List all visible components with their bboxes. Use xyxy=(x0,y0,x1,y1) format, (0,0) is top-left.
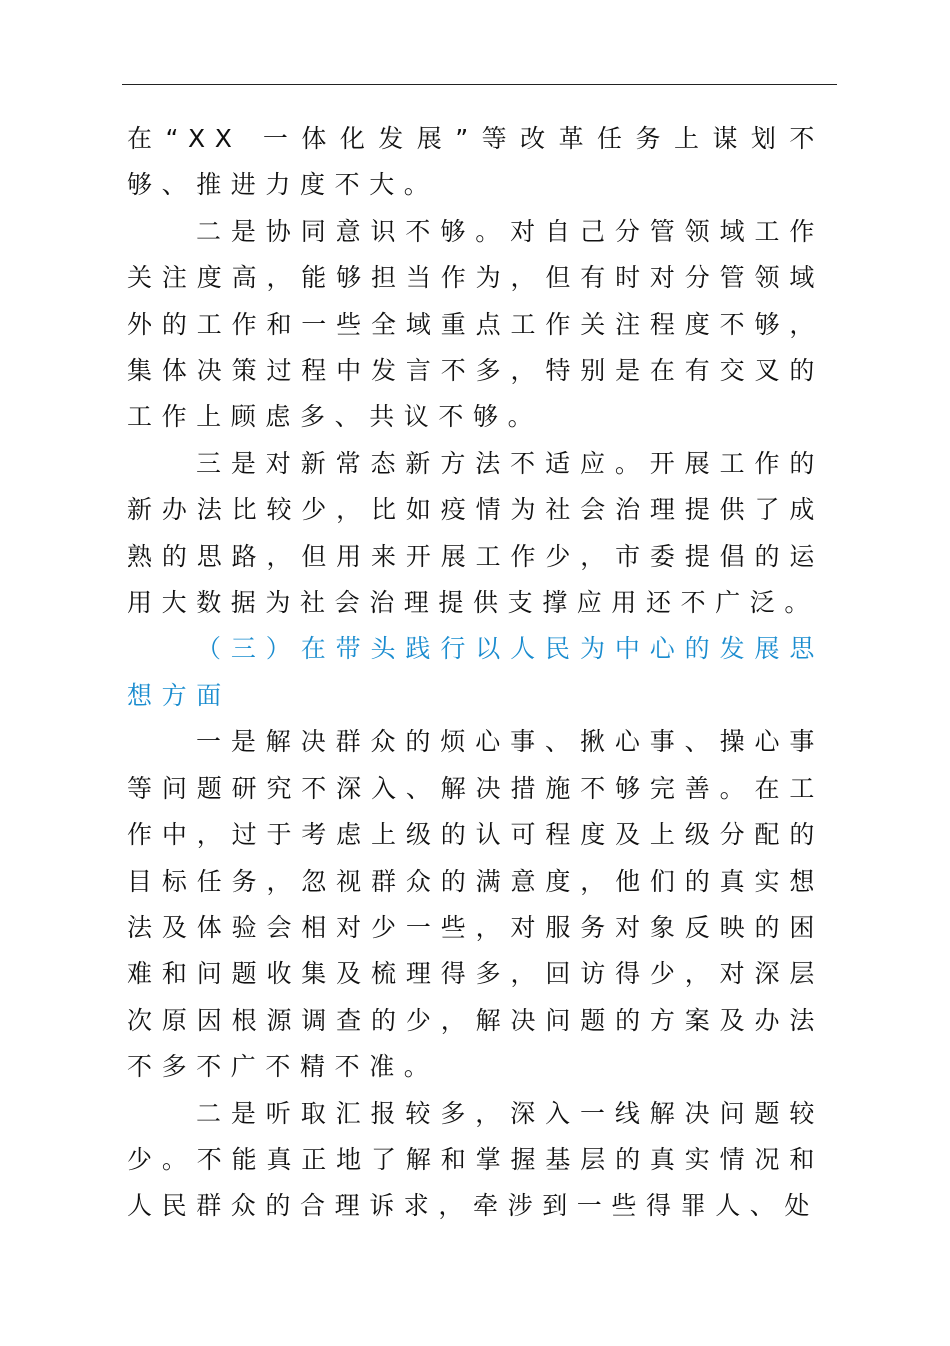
paragraph-continuation: 在“XX 一体化发展”等改革任务上谋划不够、推进力度不大。 xyxy=(127,124,824,200)
section-heading-three: （三）在带头践行以人民为中心的发展思想方面 xyxy=(127,634,824,710)
paragraph-collaboration-awareness: 二是协同意识不够。对自己分管领域工作关注度高，能够担当作为，但有时对分管领域外的工作和一些全域重点工作关注程度不够，集体决策过程中发言不多，特别是在有交叉的工作上顾虑多、共议不够。 xyxy=(127,216,824,432)
document-body xyxy=(127,116,824,1230)
paragraph-solving-concerns: 一是解决群众的烦心事、揪心事、操心事等问题研究不深入、解决措施不够完善。在工作中，过于考虑上级的认可程度及上级分配的目标任务，忽视群众的满意度，他们的真实想法及体验会相对少一些，对服务对象反映的困难和问题收集及梳理得多，回访得少，对深层次原因根源调查的少，解决问题的方案及办法不多不广不精不准。 xyxy=(127,727,824,1082)
paragraph-new-methods: 三是对新常态新方法不适应。开展工作的新办法比较少，比如疫情为社会治理提供了成熟的思路，但用来开展工作少，市委提倡的运用大数据为社会治理提供支撑应用还不广泛。 xyxy=(127,448,824,618)
header-rule xyxy=(122,84,837,85)
paragraph-listening-reports: 二是听取汇报较多，深入一线解决问题较少。不能真正地了解和掌握基层的真实情况和人民群众的合理诉求，牵涉到一些得罪人、处 xyxy=(127,1098,824,1221)
